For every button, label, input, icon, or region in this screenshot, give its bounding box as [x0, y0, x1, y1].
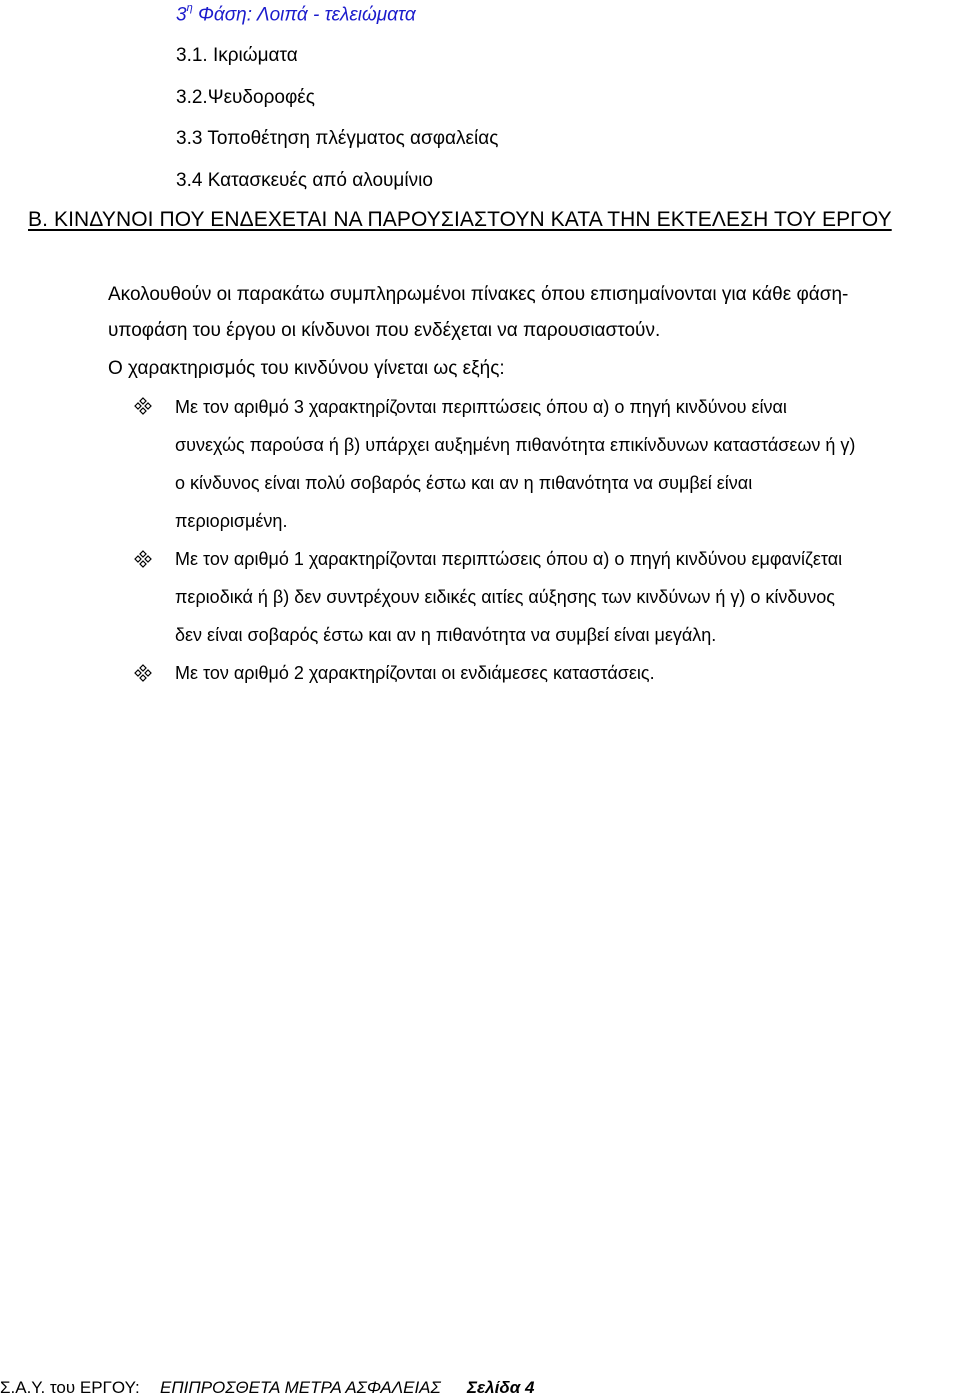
bullet-1-line-4: περιορισμένη. [175, 511, 288, 531]
bullet-1-line-1 [175, 397, 902, 418]
bullet-2-line-2: περιοδικά ή β) δεν συντρέχουν ειδικές αιτίες αύξησης των κινδύνων ή γ) ο κίνδυνος [175, 587, 835, 607]
footer-title: ΕΠΙΠΡΟΣΘΕΤΑ ΜΕΤΡΑ ΑΣΦΑΛΕΙΑΣ [160, 1378, 441, 1397]
section-heading: Β. ΚΙΝΔΥΝΟΙ ΠΟΥ ΕΝΔΕΧΕΤΑΙ ΝΑ ΠΑΡΟΥΣΙΑΣΤΟΥΝ ΚΑΤΑ ΤΗΝ ΕΚΤΕΛΕΣΗ ΤΟΥ ΕΡΓΟΥ [28, 208, 892, 231]
bullet-2-line-3: δεν είναι σοβαρός έστω και αν η πιθανότητα να συμβεί είναι μεγάλη. [175, 625, 717, 645]
intro-line-1: Ακολουθούν οι παρακάτω συμπληρωμένοι πίνακες όπου επισημαίνονται για κάθε φάση- [108, 284, 849, 305]
diamond-cluster-bullet-icon [134, 664, 152, 682]
footer-label: Σ.Α.Υ. του ΕΡΓΟΥ: [0, 1378, 140, 1397]
bullet-1-line-1-text: Με τον αριθμό 3 χαρακτηρίζονται περιπτώσεις όπου α) ο πηγή κινδύνου είναι [175, 397, 787, 417]
bullet-3-line-1: Με τον αριθμό 2 χαρακτηρίζονται οι ενδιάμεσες καταστάσεις. [175, 663, 655, 683]
phase-item-3-3: 3.3 Τοποθέτηση πλέγματος ασφαλείας [176, 128, 499, 149]
phase-number-superscript: η [186, 2, 193, 14]
intro-line-2: υποφάση του έργου οι κίνδυνοι που ενδέχεται να παρουσιαστούν. [108, 320, 661, 341]
bullet-1-line-3: ο κίνδυνος είναι πολύ σοβαρός έστω και αν η πιθανότητα να συμβεί είναι [175, 473, 753, 493]
phase-title [176, 4, 416, 26]
phase-item-3-2: 3.2.Ψευδοροφές [176, 87, 315, 108]
phase-title-text: Φάση: Λοιπά - τελειώματα [192, 4, 416, 26]
diamond-cluster-bullet-icon [134, 550, 152, 568]
bullet-2-line-1: Με τον αριθμό 1 χαρακτηρίζονται περιπτώσεις όπου α) ο πηγή κινδύνου εμφανίζεται [175, 549, 843, 569]
phase-item-3-4: 3.4 Κατασκευές από αλουμίνιο [176, 170, 433, 191]
characterization-text: Ο χαρακτηρισμός του κινδύνου γίνεται ως εξής: [108, 358, 505, 379]
phase-number: 3 [176, 4, 187, 26]
diamond-cluster-bullet-icon [134, 397, 152, 415]
phase-item-3-1: 3.1. Ικριώματα [176, 45, 298, 66]
bullet-1-line-2: συνεχώς παρούσα ή β) υπάρχει αυξημένη πιθανότητα επικίνδυνων καταστάσεων ή γ) [175, 435, 856, 455]
footer-page-number: Σελίδα 4 [467, 1378, 535, 1397]
